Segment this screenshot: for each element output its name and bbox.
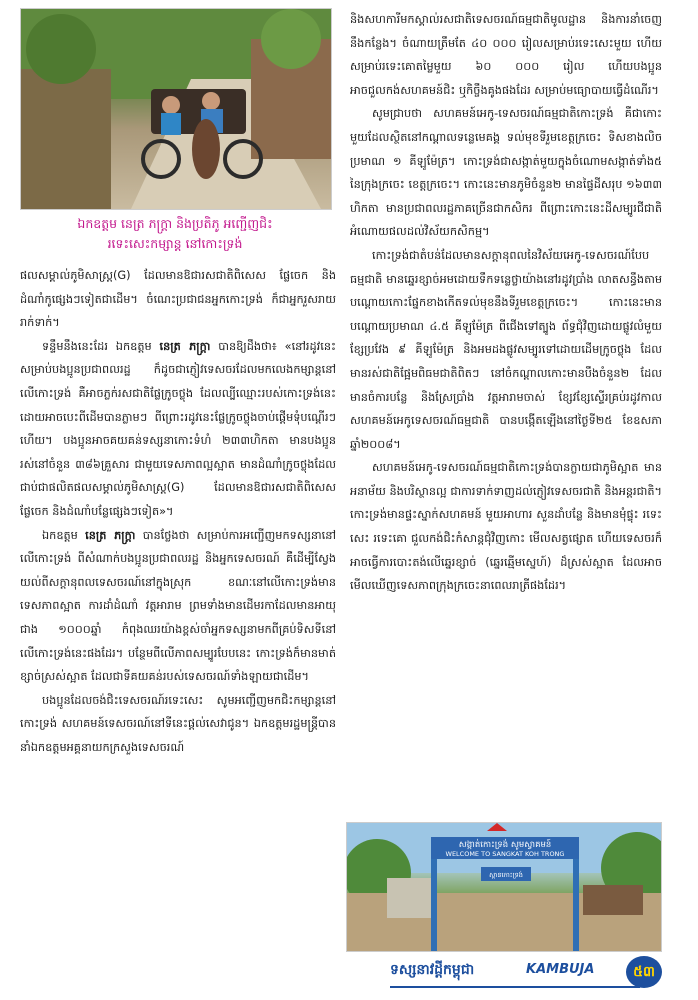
- welcome-arch-photo: [346, 822, 662, 952]
- paragraph-text: បានថ្លែងថា សម្រាប់ការអញ្ជើញមកទស្សនានៅលើកោះទ្រង់ ពីសំណាក់បងប្អូនប្រជាពលរដ្ឋ និងអ្នកទេសចរណ៍ គឺដើម្បីស្វែងយល់ពីសក្តានុពលទេសចរណ៍នៅក្នុងស្រុក ខណៈនៅលើកោះទ្រង់មានទេសភាពស្អាត ការដាំដំណាំ វត្តអារាម ព្រមទាំងមានដើមរកាដែលមានអាយុជាង ១០០០ឆ្នាំ កំពុងឈរយ៉ាងខ្ពស់ចាំអ្នកទស្សនាមកពីគ្រប់ទិសទីនៅលើកោះទ្រង់នេះផងដែរ។ បន្ថែមពីលើភាពសម្បូរបែបនេះ កោះទ្រង់ក៏មានមាត់ខ្សាច់ស្រស់ស្អាត ដែលជាទីគយគន់របស់ទេសចរណ៍ទាំងឡាយជាដើម។: [20, 528, 337, 684]
- paragraph-text: ឯកឧត្តម: [42, 528, 78, 542]
- page-number: ៥៣: [626, 956, 662, 988]
- cart-ride-photo: [20, 8, 332, 210]
- footer-rule: [390, 986, 640, 988]
- arch-english-text: WELCOME TO SANGKAT KOH TRONG: [445, 850, 565, 858]
- small-sign-text: ស្ពានកោះទ្រង់: [489, 871, 523, 879]
- paragraph: បងប្អូនដែលចង់ជិះទេសចរណ៍រទេះសេះ សូមអញ្ជើញមកជិះកម្សាន្តនៅកោះទ្រង់ សហគមន៍ទេសចរណ៍នៅទីនេះផ្តល់សេវាជូន។ ឯកឧត្តមរដ្ឋមន្ត្រីបាននាំឯកឧត្តមអគ្គនាយកក្រសួងទេសចរណ៍: [20, 693, 336, 754]
- paragraph: [20, 335, 336, 524]
- paragraph: [20, 524, 336, 689]
- left-column: [20, 264, 336, 759]
- cart-ride-illustration: [21, 9, 331, 209]
- caption-line-2: រទេះសេះកម្សាន្ត នៅកោះទ្រង់: [107, 236, 243, 251]
- arch-khmer-text: សង្កាត់កោះទ្រង់ សូមស្វាគមន៍: [458, 840, 552, 850]
- right-column: [350, 8, 662, 598]
- highlighted-name: នេត្រ ភក្ត្រា: [159, 339, 211, 353]
- caption-line-1: ឯកឧត្តម នេត្រ ភក្ត្រា និងប្រតិភូ អញ្ជើញជិះ: [77, 216, 273, 231]
- paragraph: កោះទ្រង់ជាតំបន់ដែលមានសក្តានុពលនៃវិស័យអេកូ-ទេសចរណ៍បែបធម្មជាតិ មានឆ្នេរខ្សាច់អមដោយទឹកទន្លេថ្លាយ៉ាងនៅរដូវប្រាំង លាតសន្ធឹងតាមបណ្តោយកោះផ្នែកខាងកើតទល់មុខនឹងទីរួមខេត្តក្រចេះ។ កោះនេះមានបណ្តោយប្រមាណ ៤.៥ គីឡូម៉ែត្រ ពីជើងទៅត្បូង ព័ទ្ធជុំវិញដោយផ្លូវលំមួយខ្សែប្រវែង ៩ គីឡូម៉ែត្រ និងអមដងផ្លូវសម្បូរទៅដោយដើមក្រូចថ្លុង ដែលមានរស់ជាតិផ្អែមពិធមជាតិពិតៗ នៅចំកណ្តាលកោះមានបឹងចំនួន២ ដែលមានចំការបន្លែ និងស្រែប្រាំង វត្តអារាមចាស់ ខ្សែវខ្សែស្ទើរគ្រប់រដូវកាល សហគមន៍អេកូទេសចរណ៍ធម្មជាតិ បានបង្កើតឡើងនៅថ្ងៃទី២៥ ខែឧសភា ឆ្នាំ២០០៨។: [350, 248, 662, 451]
- welcome-arch-illustration: [347, 823, 661, 951]
- paragraph: និងសហការីមកស្គាល់រសជាតិទេសចរណ៍ធម្មជាតិមូលដ្ឋាន និងការនាំចេញនឹងកន្លែង។ ចំណាយត្រឹមតែ ៤០ ០០០ រៀលសម្រាប់រទេះសេះមួយ ហើយសម្រាប់រទេះគោតម្លៃមួយ ៦០ ០០០ រៀល ហើយបងប្អូនអាចជួលកង់សហគមន៍ជិះ ឬកិច្ចឹងគូងផងដែរ សម្រាប់មធ្យោបាយធ្វើដំណើរ។: [350, 13, 662, 97]
- paragraph-text: ទន្ទឹមនឹងនេះដែរ ឯកឧត្តម: [42, 339, 152, 353]
- paragraph: សហគមន៍អេកូ-ទេសចរណ៍ធម្មជាតិកោះទ្រង់បានក្លាយជាភូមិស្អាត មានអនាម័យ និងបរិស្ថានល្អ ជាការទាក់ទាញដល់ភ្ញៀវទេសចរជាតិ និងអន្តរជាតិ។ កោះទ្រង់មានផ្ទះស្នាក់សហគមន៍ មួយអាហារ សួនដាំបន្លែ និងមានមុំផ្ទុះ រទេះសេះ រទេះគោ ជួលកង់ជិះកំសាន្តជុំវិញកោះ មើលសត្វផ្សោត ហើយទេសចរក៏អាចធ្វើការបោះតង់លើឆ្នេរខ្សាច់ (ឆ្នេរឆ្មើមស្នេហ៍) ដ៏ស្រស់ស្អាត ដែលអាចមើលឃើញទេសភាពក្រុងក្រចេះនាពេលរាត្រីផងដែរ។: [350, 461, 663, 593]
- paragraph-text: បានឱ្យដឹងថា៖ «នៅរដូវនេះសម្រាប់បងប្អូនប្រជាពលរដ្ឋ ក៏ដូចជាភ្ញៀវទេសចរដែលមកលេងកម្សាន្តនៅលើកោះទ្រង់ គឺអាចភ្លក់រសជាតិផ្លែក្រូចថ្លុង ដែលល្បីឈ្មោះរបស់កោះទ្រង់នេះដោយអាចបេះពីដើមបានភ្លាមៗ ពីព្រោះរដូវនេះផ្លែក្រូចថ្លុងចាប់ផ្តើមទុំបណ្តើរៗហើយ។ បងប្អូនអាចគយគន់ទស្សនាកោះទំហំ ២៣៣ហិកតា មានបងប្អូនរស់នៅចំនួន ៣៨៦គ្រួសារ ជាមួយទេសភាពល្អស្អាត មានដំណាំក្រូចថ្លុងដែលជាប់ជាផលិតផលសម្គាល់ភូមិសាស្ត្រ(G) ដែលមានឱជារសជាតិពិសេស ផ្លែចេក និងដំណាំបន្លែផ្សេងៗទៀត»។: [20, 339, 336, 518]
- paragraph: សូមជ្រាបថា សហគមន៍អេកូ-ទេសចរណ៍ធម្មជាតិកោះទ្រង់ គឺជាកោះមួយដែលស្ថិតនៅកណ្តាលទន្លេមេគង្គ ទល់មុខទីរួមខេត្តក្រចេះ ទិសខាងលិចប្រមាណ ១ គីឡូម៉ែត្រ។ កោះទ្រង់ជាសង្កាត់មួយក្នុងចំណោមសង្កាត់ទាំង៥ នៃក្រុងក្រចេះ ខេត្តក្រចេះ។ កោះនេះមានភូមិចំនួន២ មានផ្ទៃដីសរុប ១៦៣៣ ហិកតា មានប្រជាពលរដ្ឋភាគច្រើនជាកសិករ ពីព្រោះកោះនេះដីសម្បូរជីជាតិ អំណោយផលដល់វិស័យកសិកម្ម។: [350, 107, 662, 239]
- magazine-title: ទស្សនាវដ្តីកម្ពុជា: [390, 962, 475, 978]
- highlighted-name: នេត្រ ភក្ត្រា: [85, 528, 136, 542]
- paragraph: ផលសម្គាល់ភូមិសាស្ត្រ(G) ដែលមានឱជារសជាតិពិសេស ផ្លែចេក និងដំណាំកូផ្សេងៗទៀតជាដើម។ ចំណេះប្រជាជនអ្នកកោះទ្រង់ ក៏ជាអ្នករួសរាយរាក់ទាក់។: [20, 269, 336, 330]
- magazine-brand: KAMBUJA: [526, 962, 595, 977]
- page-footer: [300, 956, 690, 996]
- photo-caption: [20, 214, 330, 254]
